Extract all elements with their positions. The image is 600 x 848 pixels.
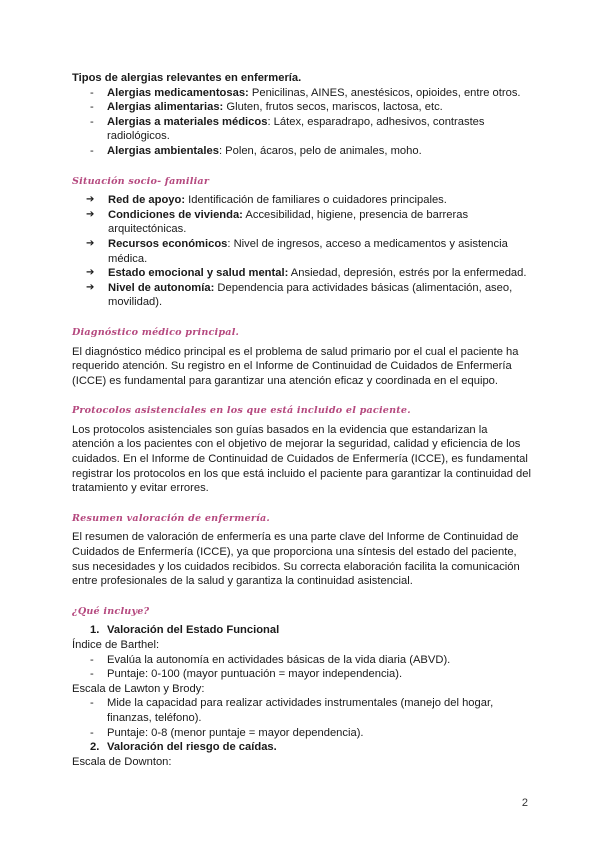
step-item: [72, 740, 532, 755]
list-item: - Mide la capacidad para realizar actividades instrumentales (manejo del hogar, finanzas, teléfono).: [72, 696, 532, 725]
list-item: [72, 144, 532, 159]
page-number: 2: [521, 797, 528, 809]
lawton-list: [72, 696, 532, 740]
item-label: Alergias a materiales médicos: [107, 115, 268, 128]
item-text: : Látex, esparadrapo, adhesivos, contrastes radiológicos.: [107, 115, 485, 143]
item-label: Recursos económicos: [108, 237, 228, 250]
list-item: - Puntaje: 0-8 (menor puntaje = mayor dependencia).: [72, 726, 532, 741]
list-item: [72, 237, 532, 266]
list-item: [72, 266, 532, 281]
item-text: Dependencia para actividades básicas (alimentación, aseo, movilidad).: [108, 281, 513, 309]
section-heading-diagnostico: Diagnóstico médico principal.: [72, 326, 240, 338]
step-label: Valoración del Estado Funcional: [107, 624, 280, 637]
item-label: Nivel de autonomía:: [108, 281, 215, 294]
socio-list: [72, 193, 532, 310]
page-content: [72, 71, 532, 769]
section-heading-resumen: Resumen valoración de enfermería.: [72, 512, 270, 524]
item-text: Penicilinas, AINES, anestésicos, opioides, entre otros.: [248, 86, 521, 99]
item-text: Identificación de familiares o cuidadores principales.: [185, 194, 447, 207]
item-text: : Polen, ácaros, pelo de animales, moho.: [218, 144, 422, 157]
diagnostico-body: El diagnóstico médico principal es el problema de salud primario por el cual el paciente ha requerido atención. Su registro en el Informe de Continuidad de Cuidados de Enfermería (ICCE) es fundamental para garantizar una atención eficaz y coordinada en el equipo.: [72, 345, 519, 387]
list-item: - Puntaje: 0-100 (mayor puntuación = mayor independencia).: [72, 667, 532, 682]
lawton-title: Escala de Lawton y Brody:: [72, 682, 205, 695]
step-list-1: [72, 623, 532, 638]
item-label: Estado emocional y salud mental:: [108, 267, 289, 280]
protocolos-body: Los protocolos asistenciales son guías basados en la evidencia que estandarizan la atención a los pacientes con el objetivo de mejorar la seguridad, calidad y eficiencia de los cuidados. En el Informe de Continuidad de Cuidados de Enfermería (ICCE), es fundamental registrar los protocolos en los que está incluido el paciente para garantizar la continuidad del tratamiento y evitar errores.: [72, 423, 531, 495]
item-label: Condiciones de vivienda:: [108, 208, 243, 221]
list-item: [72, 115, 532, 144]
item-label: Red de apoyo:: [108, 194, 186, 207]
step-item: [72, 623, 532, 638]
list-item: [72, 193, 532, 208]
step-number: 2.: [90, 741, 100, 754]
item-label: Alergias ambientales: [107, 144, 219, 157]
item-text: Ansiedad, depresión, estrés por la enfermedad.: [288, 267, 527, 280]
barthel-title: Índice de Barthel:: [72, 639, 160, 651]
item-label: Alergias medicamentosas:: [107, 86, 249, 99]
item-text: : Nivel de ingresos, acceso a medicamentos y asistencia médica.: [108, 237, 508, 265]
section-heading-socio: Situación socio- familiar: [72, 175, 210, 187]
resumen-body: El resumen de valoración de enfermería es una parte clave del Informe de Continuidad de Cuidados de Enfermería (ICCE), ya que proporciona una síntesis del estado del paciente, sus necesidades y los cuidados recibidos. Su correcta elaboración facilita la comunicación entre profesionales de la salud y garantiza la continuidad asistencial.: [72, 531, 520, 588]
list-item: - Evalúa la autonomía en actividades básicas de la vida diaria (ABVD).: [72, 653, 532, 668]
section-heading-protocolos: Protocolos asistenciales en los que está incluido el paciente.: [72, 405, 411, 417]
allergies-list: [72, 86, 532, 159]
section-heading-incluye: ¿Qué incluye?: [72, 605, 150, 617]
downton-title: Escala de Downton:: [72, 755, 172, 768]
barthel-list: [72, 653, 532, 682]
allergies-title: Tipos de alergias relevantes en enfermería.: [72, 72, 302, 84]
list-item: [72, 86, 532, 101]
item-text: Gluten, frutos secos, mariscos, lactosa, etc.: [223, 101, 443, 114]
list-item: [72, 100, 532, 115]
step-label: Valoración del riesgo de caídas.: [107, 741, 277, 754]
list-item: [72, 281, 532, 310]
item-label: Alergias alimentarias:: [107, 101, 224, 114]
item-text: Accesibilidad, higiene, presencia de barreras arquitectónicas.: [108, 208, 469, 236]
list-item: [72, 208, 532, 237]
step-list-2: [72, 740, 532, 755]
step-number: 1.: [90, 624, 100, 637]
